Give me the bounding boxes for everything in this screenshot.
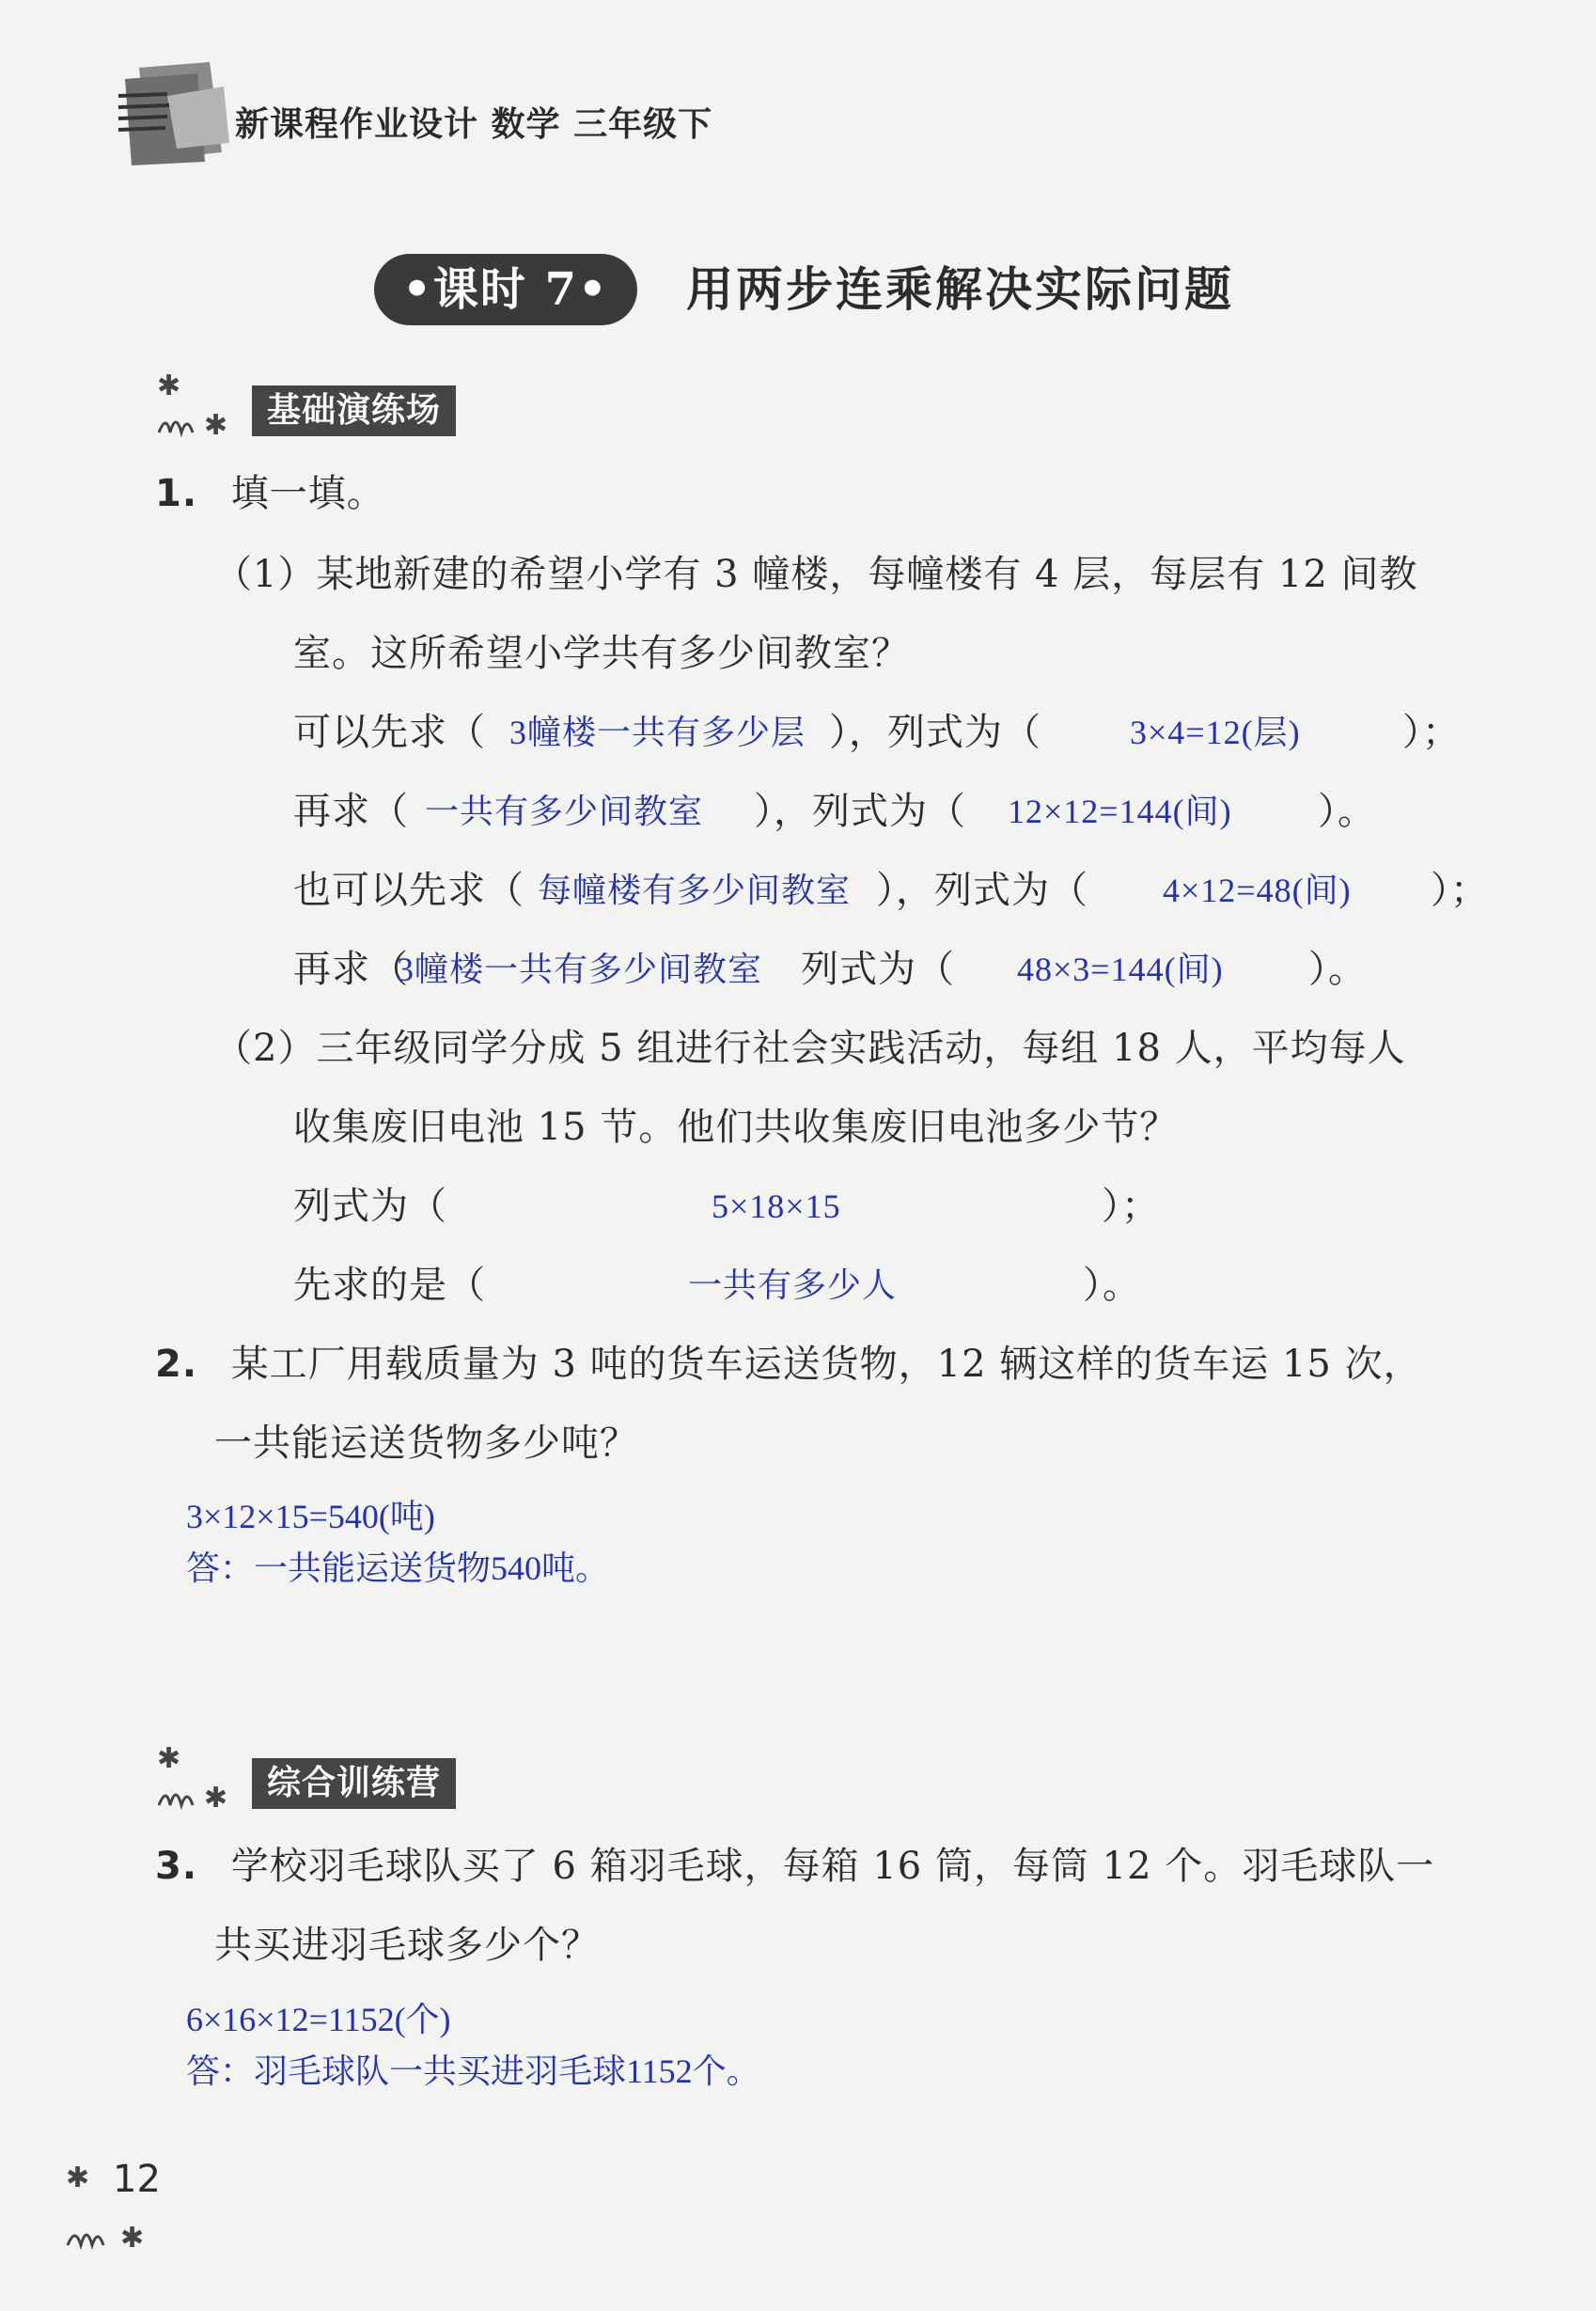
question-line: 共买进羽毛球多少个？ — [214, 1924, 600, 1967]
answer-text: 48×3=144(间) — [1017, 951, 1224, 988]
answer-text: 3×4=12(层) — [1130, 714, 1301, 751]
fill-row: 再求（ 3幢楼一共有多少间教室 列式为（ 48×3=144(间) ）。 — [293, 943, 1506, 996]
answer-text: 3幢楼一共有多少层 — [509, 714, 806, 751]
question-line: 一共能运送货物多少吨？ — [214, 1422, 638, 1465]
fill-row: 再求（ 一共有多少间教室 ），列式为（ 12×12=144(间) ）。 — [293, 785, 1506, 838]
fill-row: 可以先求（ 3幢楼一共有多少层 ），列式为（ 3×4=12(层) ）； — [293, 706, 1506, 759]
answer-equation: 3×12×15=540(吨) — [186, 1498, 435, 1535]
answer-sentence: 答：一共能运送货物540吨。 — [186, 1549, 610, 1587]
question-number: 2. — [155, 1343, 198, 1386]
answer-text: 每幢楼有多少间教室 — [538, 872, 852, 909]
answer-text: 12×12=144(间) — [1008, 793, 1232, 830]
answer-sentence: 答：羽毛球队一共买进羽毛球1152个。 — [186, 2052, 760, 2090]
q1-p1-line2: 室。这所希望小学共有多少间教室？ — [293, 632, 910, 675]
answer-equation: 6×16×12=1152(个) — [186, 2001, 451, 2038]
answer-text: 4×12=48(间) — [1163, 872, 1352, 909]
lesson-badge: •课时 7• — [374, 254, 637, 325]
answer-text: 一共有多少人 — [688, 1266, 898, 1304]
question-number: 1. — [155, 472, 198, 515]
flower-grass-icon — [155, 1739, 249, 1815]
question-stem: 填一填。 — [230, 472, 385, 515]
fill-row: 也可以先求（ 每幢楼有多少间教室 ），列式为（ 4×12=48(间) ）； — [293, 864, 1506, 917]
svg-text:✱: ✱ — [66, 2162, 90, 2194]
question-number: 3. — [155, 1845, 198, 1888]
section-tag-comprehensive: 综合训练营 — [252, 1758, 456, 1809]
flower-grass-icon — [155, 367, 249, 442]
svg-text:✱: ✱ — [204, 409, 228, 442]
lesson-title: 用两步连乘解决实际问题 — [686, 261, 1234, 317]
svg-text:✱: ✱ — [204, 1782, 228, 1815]
page-number: 12 — [113, 2158, 161, 2201]
header-title: 新课程作业设计 数学 三年级下 — [235, 105, 713, 144]
q1-p2-line2: 收集废旧电池 15 节。他们共收集废旧电池多少节？ — [293, 1106, 1179, 1149]
header-papers-icon — [111, 58, 233, 171]
question-line: 学校羽毛球队买了 6 箱羽毛球，每箱 16 筒，每筒 12 个。羽毛球队一 — [230, 1845, 1435, 1888]
answer-text: 一共有多少间教室 — [425, 793, 704, 830]
svg-text:✱: ✱ — [120, 2222, 145, 2255]
answer-text: 5×18×15 — [712, 1187, 841, 1225]
fill-row: 列式为（ 5×18×15 ）； — [293, 1180, 1506, 1233]
fill-row: 先求的是（ 一共有多少人 ）。 — [293, 1259, 1506, 1312]
q1-p2-line1: （2）三年级同学分成 5 组进行社会实践活动，每组 18 人，平均每人 — [214, 1027, 1406, 1070]
svg-text:✱: ✱ — [157, 369, 181, 402]
section-tag-basic: 基础演练场 — [252, 385, 456, 436]
q1-p1-line1: （1）某地新建的希望小学有 3 幢楼，每幢楼有 4 层，每层有 12 间教 — [214, 553, 1418, 596]
answer-text: 3幢楼一共有多少间教室 — [397, 951, 763, 988]
question-line: 某工厂用载质量为 3 吨的货车运送货物，12 辆这样的货车运 15 次， — [230, 1343, 1422, 1386]
svg-text:✱: ✱ — [157, 1742, 181, 1775]
